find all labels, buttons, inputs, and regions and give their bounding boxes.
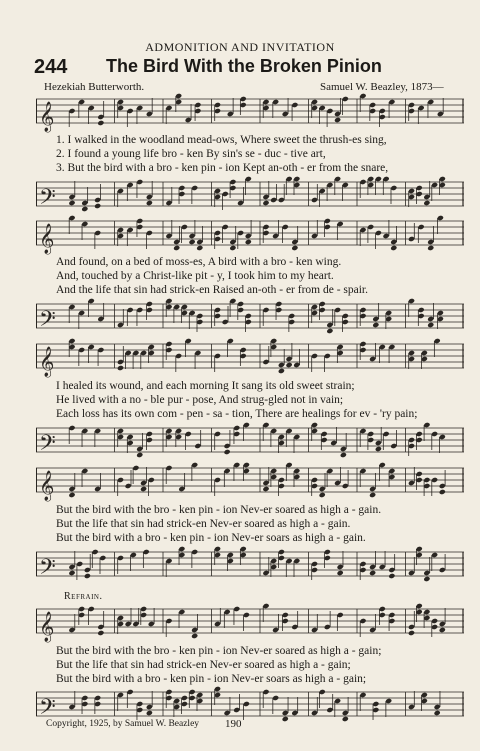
svg-text:𝄢: 𝄢 [39, 695, 56, 725]
svg-text:𝄞: 𝄞 [39, 347, 55, 377]
svg-text:𝄢: 𝄢 [39, 555, 56, 585]
hymn-number: 244 [34, 56, 68, 78]
lyric-line: Each loss has its own com - pen - sa - tion, There are healings for ev - 'ry pain; [56, 408, 418, 420]
staff-system [36, 298, 464, 338]
lyric-line: 3. But the bird with a bro - ken pin - ion Kept an-oth - er from the snare, [56, 162, 389, 174]
staff-system [36, 546, 464, 586]
lyric-line: But the life that sin had strick-en Nev-er soared as high a - gain. [56, 518, 351, 530]
hymn-title: The Bird With the Broken Pinion [106, 56, 382, 76]
staff-system [36, 176, 464, 216]
staff-system [36, 603, 464, 643]
staff-system [36, 93, 464, 133]
lyricist-credit: Hezekiah Butterworth. [44, 81, 145, 93]
section-title: ADMONITION AND INVITATION [145, 40, 335, 54]
lyric-line: But the life that sin had strick-en Nev-er soared as high a - gain; [56, 659, 351, 671]
lyric-line: But the bird with a bro - ken pin - ion Nev-er soars as high a - gain. [56, 532, 366, 544]
svg-text:𝄞: 𝄞 [39, 224, 55, 254]
lyric-line: 1. I walked in the woodland mead-ows, Where sweet the thrush-es sing, [56, 134, 387, 146]
lyric-line: But the bird with the bro - ken pin - ion Nev-er soared as high a - gain; [56, 645, 382, 657]
page-number: 190 [225, 718, 242, 730]
lyric-line: And found, on a bed of moss-es, A bird with a bro - ken wing. [56, 256, 342, 268]
copyright-notice: Copyright, 1925, by Samuel W. Beazley [46, 719, 200, 729]
refrain-label: Refrain. [64, 591, 103, 602]
lyric-line: But the bird with a bro - ken pin - ion Nev-er soars as high a - gain; [56, 673, 367, 685]
staff-system [36, 215, 464, 255]
svg-text:𝄢: 𝄢 [39, 185, 56, 215]
lyric-line: But the bird with the bro - ken pin - ion Nev-er soared as high a - gain. [56, 504, 382, 516]
lyric-line: And, touched by a Christ-like pit - y, I took him to my heart. [56, 270, 334, 282]
composer-credit: Samuel W. Beazley, 1873— [320, 81, 444, 93]
staff-system [36, 422, 464, 462]
lyric-line: 2. I found a young life bro - ken By sin's se - duc - tive art, [56, 148, 326, 160]
lyric-line: He lived with a no - ble pur - pose, And strug-gled not in vain; [56, 394, 344, 406]
svg-text:𝄞: 𝄞 [39, 471, 55, 501]
staff-system [36, 338, 464, 378]
svg-text:𝄞: 𝄞 [39, 612, 55, 642]
lyric-line: I healed its wound, and each morning It sang its old sweet strain; [56, 380, 355, 392]
staff-system [36, 462, 464, 502]
svg-text:𝄞: 𝄞 [39, 102, 55, 132]
svg-text:𝄢: 𝄢 [39, 431, 56, 461]
svg-text:𝄢: 𝄢 [39, 307, 56, 337]
lyric-line: And the life that sin had strick-en Raised an-oth - er from de - spair. [56, 284, 369, 296]
